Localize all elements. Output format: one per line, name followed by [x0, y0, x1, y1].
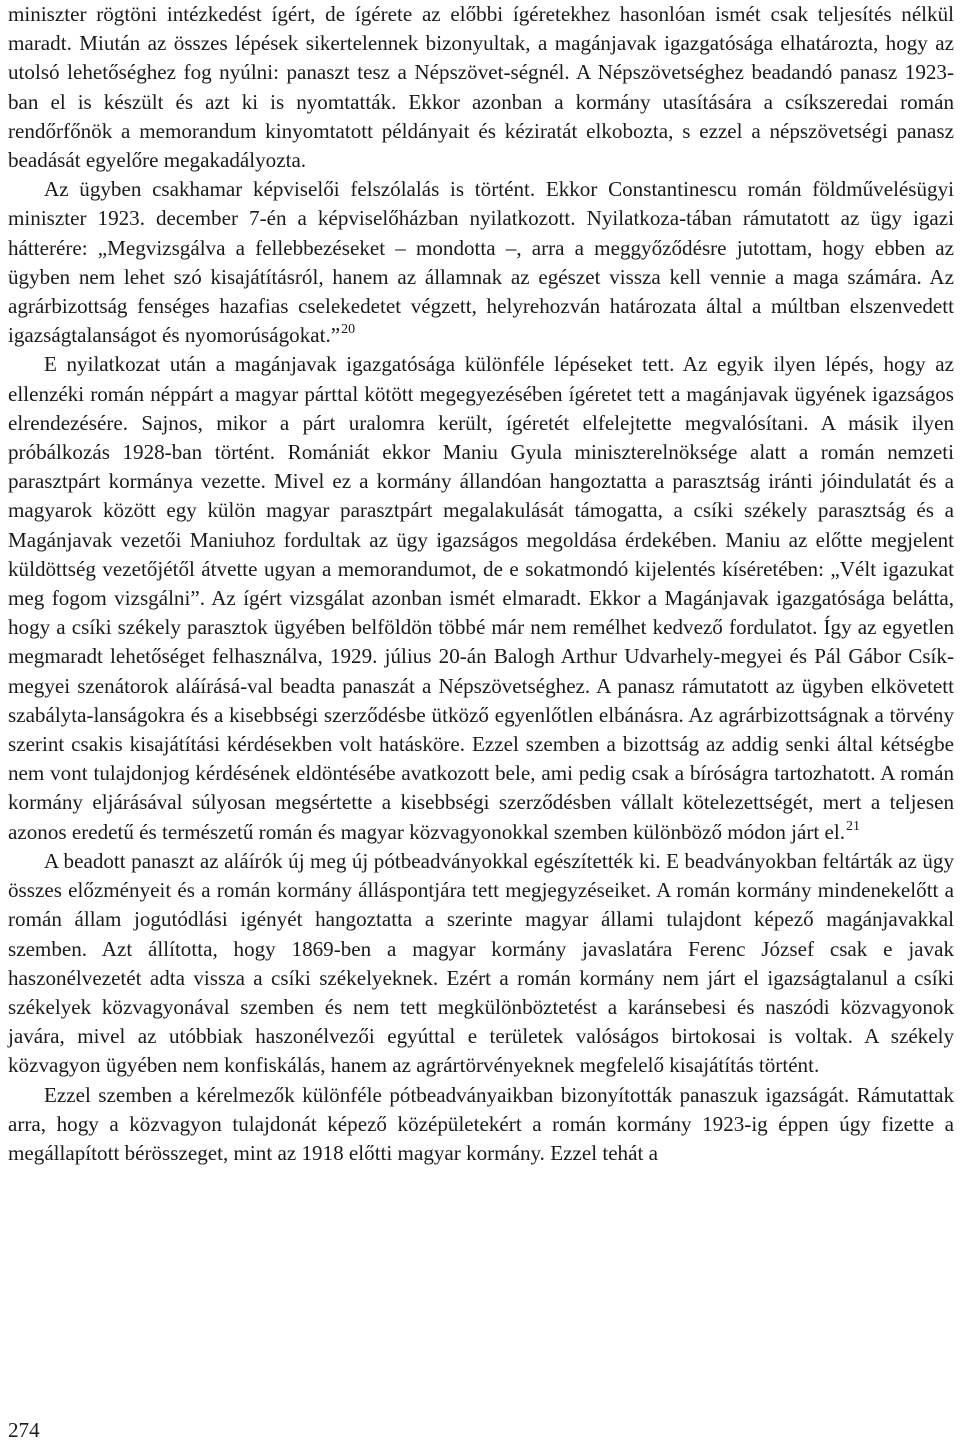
paragraph-1: [8, 0, 954, 175]
paragraph-3: [8, 350, 954, 846]
paragraph-5: [8, 1081, 954, 1169]
paragraph-2: [8, 175, 954, 350]
paragraph-text: Az ügyben csakhamar képviselői felszólalás is történt. Ekkor Constantinescu román földművelésügyi miniszter 1923. december 7-én a képviselőházban nyilatkozott. Nyilatkoza-tában rámutatott az ügy igazi hátterére: „Megvizsgálva a fellebbezéseket – mondotta –, arra a meggyőződésre jutottam, hogy ebben az ügyben nem lehet szó kisajátításról, hanem az államnak az egészet vissza kell vennie a maga számára. Az agrárbizottság fenséges hazafias cselekedetet végzett, helyrehozván határozata által a múltban elszenvedett igazságtalanságot és nyomorúságokat.”: [8, 177, 954, 348]
page-body: [8, 0, 954, 1168]
paragraph-4: [8, 847, 954, 1081]
page-number: 274: [8, 1418, 40, 1442]
paragraph-text: A beadott panaszt az aláírók új meg új pótbeadványokkal egészítették ki. E beadványokban feltárták az ügy összes előzményeit és a román kormány álláspontjára tett megjegyzéseiket. A román kormány mindenekelőtt a román állam jogutódlási igényét hangoztatta a szerinte magyar állami tulajdont képező magánjavakkal szemben. Azt állította, hogy 1869-ben a magyar kormány javaslatára Ferenc József csak e javak haszonélvezetét adta vissza a csíki székelyeknek. Ezért a román kormány nem járt el igazságtalanul a csíki székelyek közvagyonával szemben és nem tett megkülönböztetést a karánsebesi és naszódi közvagyonok javára, mivel az utóbbiak haszonélvezői egyúttal e területek valóságos birtokosai is voltak. A székely közvagyon ügyében nem konfiskálás, hanem az agrártörvényeknek megfelelő kisajátítás történt.: [8, 848, 954, 1078]
paragraph-text: E nyilatkozat után a magánjavak igazgatósága különféle lépéseket tett. Az egyik ilyen lépés, hogy az ellenzéki román néppárt a magyar párttal kötött megegyezésében ígéretet tett a magánjavak ügyének igazságos elrendezésére. Sajnos, mikor a párt uralomra került, ígéretét elfelejtette megvalósítani. A másik ilyen próbálkozás 1928-ban történt. Romániát ekkor Maniu Gyula miniszterelnöksége alatt a román nemzeti parasztpárt kormánya vezette. Mivel ez a kormány állandóan hangoztatta a parasztság iránti jóindulatát és a magyarok között egy külön magyar parasztpárt megalakulását támogatta, a csíki székely parasztság és a Magánjavak vezetői Maniuhoz fordultak az ügy igazságos megoldása érdekében. Maniu az előtte megjelent küldöttség vezetőjétől átvette ugyan a memorandumot, de e sokatmondó kijelentés kíséretében: „Vélt igazukat meg fogom vizsgálni”. Az ígért vizsgálat azonban ismét elmaradt. Ekkor a Magánjavak igazgatósága belátta, hogy a csíki székely parasztok ügyében belföldön többé már nem remélhet kedvező fordulatot. Így az egyetlen megmaradt lehetőséget felhasználva, 1929. július 20-án Balogh Arthur Udvarhely-megyei és Pál Gábor Csík-megyei szenátorok aláírásá-val beadta panaszát a Népszövetséghez. A panasz rámutatott az ügyben elkövetett szabályta-lanságokra és a kisebbségi szerződésbe ütköző egyenlőtlen elbánásra. Az agrárbizottságnak a törvény szerint csakis kisajátítási kérdésekben volt hatásköre. Ezzel szemben a bizottság az addig senki által kétségbe nem vont tulajdonjog kérdésének eldöntésébe avatkozott bele, ami pedig csak a bíróságra tartozhatott. A román kormány eljárásával súlyosan megsértette a kisebbségi szerződésben vállalt kötelezettségét, mert a teljesen azonos eredetű és természetű román és magyar közvagyonokkal szemben különböző módon járt el.: [8, 352, 954, 844]
paragraph-text: miniszter rögtöni intézkedést ígért, de ígérete az előbbi ígéretekhez hasonlóan ismét csak teljesítés nélkül maradt. Miután az összes lépések sikertelennek bizonyultak, a magánjavak igazgatósága elhatározta, hogy az utolsó lehetőséghez fog nyúlni: panaszt tesz a Népszövet-ségnél. A Népszövetséghez beadandó panasz 1923-ban el is készült és azt ki is nyomtatták. Ekkor azonban a kormány utasítására a csíkszeredai román rendőrfőnök a memorandum kinyomtatott példányait és kéziratát elkobozta, s ezzel a népszövetségi panasz beadását egyelőre megakadályozta.: [8, 2, 954, 173]
footnote-marker-21[interactable]: 21: [846, 818, 861, 834]
footnote-marker-20[interactable]: 20: [341, 322, 356, 338]
paragraph-text: Ezzel szemben a kérelmezők különféle pótbeadványaikban bizonyították panaszuk igazságát. Rámutattak arra, hogy a közvagyon tulajdonát képező középületekért a román kormány 1923-ig éppen úgy fizette a megállapított bérösszeget, mint az 1918 előtti magyar kormány. Ezzel tehát a: [8, 1082, 954, 1165]
